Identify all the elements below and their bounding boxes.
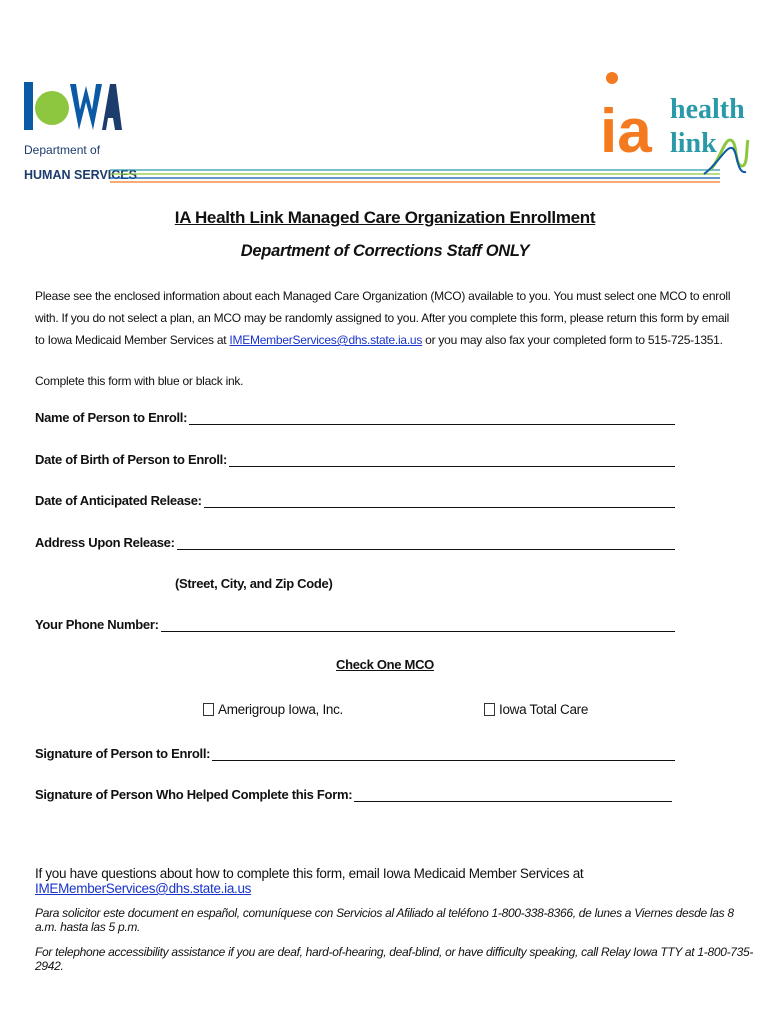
iowa-logo-line1: Department of bbox=[24, 143, 101, 157]
signature-helper-field[interactable] bbox=[35, 787, 672, 802]
ia-logo-word1: health bbox=[670, 94, 745, 125]
iowa-logo-line2: HUMAN SERVICES bbox=[24, 168, 137, 182]
ia-logo-word2: link bbox=[670, 128, 717, 159]
signature-person-field[interactable] bbox=[35, 746, 675, 761]
release-date-label: Date of Anticipated Release: bbox=[35, 493, 202, 508]
form-subtitle: Department of Corrections Staff ONLY bbox=[240, 242, 530, 260]
signature-person-line[interactable] bbox=[212, 748, 675, 761]
mco-option-label: Amerigroup Iowa, Inc. bbox=[218, 702, 344, 717]
name-field-label: Name of Person to Enroll: bbox=[35, 410, 188, 425]
questions-paragraph bbox=[35, 866, 755, 896]
release-date-line[interactable] bbox=[204, 495, 675, 508]
form-title: IA Health Link Managed Care Organization Enrollment bbox=[174, 208, 596, 227]
dob-field[interactable] bbox=[35, 452, 675, 467]
address-field-note: (Street, City, and Zip Code) bbox=[175, 576, 333, 591]
address-field-line[interactable] bbox=[177, 537, 675, 550]
spanish-notice: Para solicitor este document en español, comuníquese con Servicios al Afiliado al teléfono 1-800-338-8366, de lunes a Viernes desde las 8 a.m. hasta las 5 p.m. bbox=[35, 906, 734, 934]
signature-person-label: Signature of Person to Enroll: bbox=[35, 746, 211, 761]
signature-helper-label: Signature of Person Who Helped Complete this Form: bbox=[35, 787, 353, 802]
mco-heading: Check One MCO bbox=[336, 657, 434, 672]
name-field-line[interactable] bbox=[189, 412, 675, 425]
mco-option-amerigroup[interactable] bbox=[203, 702, 343, 717]
release-date-field[interactable] bbox=[35, 493, 675, 508]
dob-field-line[interactable] bbox=[229, 454, 675, 467]
address-field[interactable] bbox=[35, 535, 675, 550]
intro-text-after: or you may also fax your completed form to 515-725-1351. bbox=[422, 333, 723, 347]
intro-email-link[interactable]: IMEMemberServices@dhs.state.ia.us bbox=[229, 333, 423, 347]
ink-instruction: Complete this form with blue or black ink. bbox=[35, 374, 244, 388]
address-field-label: Address Upon Release: bbox=[35, 535, 175, 550]
intro-text-before: Please see the enclosed information about each Managed Care Organization (MCO) available to you. You must select one MCO to enroll with. If you do not select a plan, an MCO may be randomly assigned to you. After you complete this form, please return this form by email to Iowa Medicaid Member Services at bbox=[35, 289, 731, 347]
phone-field-label: Your Phone Number: bbox=[35, 617, 159, 632]
tty-notice: For telephone accessibility assistance if you are deaf, hard-of-hearing, deaf-blind, or have difficulty speaking, call Relay Iowa TTY at 1-800-735-2942. bbox=[35, 945, 754, 973]
checkbox-icon[interactable] bbox=[203, 703, 214, 716]
intro-paragraph bbox=[35, 285, 740, 351]
mco-option-iowa-total-care[interactable] bbox=[484, 702, 588, 717]
phone-field-line[interactable] bbox=[161, 619, 675, 632]
name-field[interactable] bbox=[35, 410, 675, 425]
ia-logo-prefix: ia bbox=[600, 97, 652, 166]
mco-option-label: Iowa Total Care bbox=[499, 702, 589, 717]
phone-field[interactable] bbox=[35, 617, 675, 632]
ia-health-link-logo bbox=[600, 70, 750, 180]
questions-email-link[interactable]: IMEMemberServices@dhs.state.ia.us bbox=[35, 881, 252, 896]
signature-helper-line[interactable] bbox=[354, 789, 672, 802]
iowa-dhs-logo bbox=[22, 72, 137, 187]
dob-field-label: Date of Birth of Person to Enroll: bbox=[35, 452, 228, 467]
checkbox-icon[interactable] bbox=[484, 703, 495, 716]
questions-text: If you have questions about how to complete this form, email Iowa Medicaid Member Services at bbox=[35, 866, 584, 881]
